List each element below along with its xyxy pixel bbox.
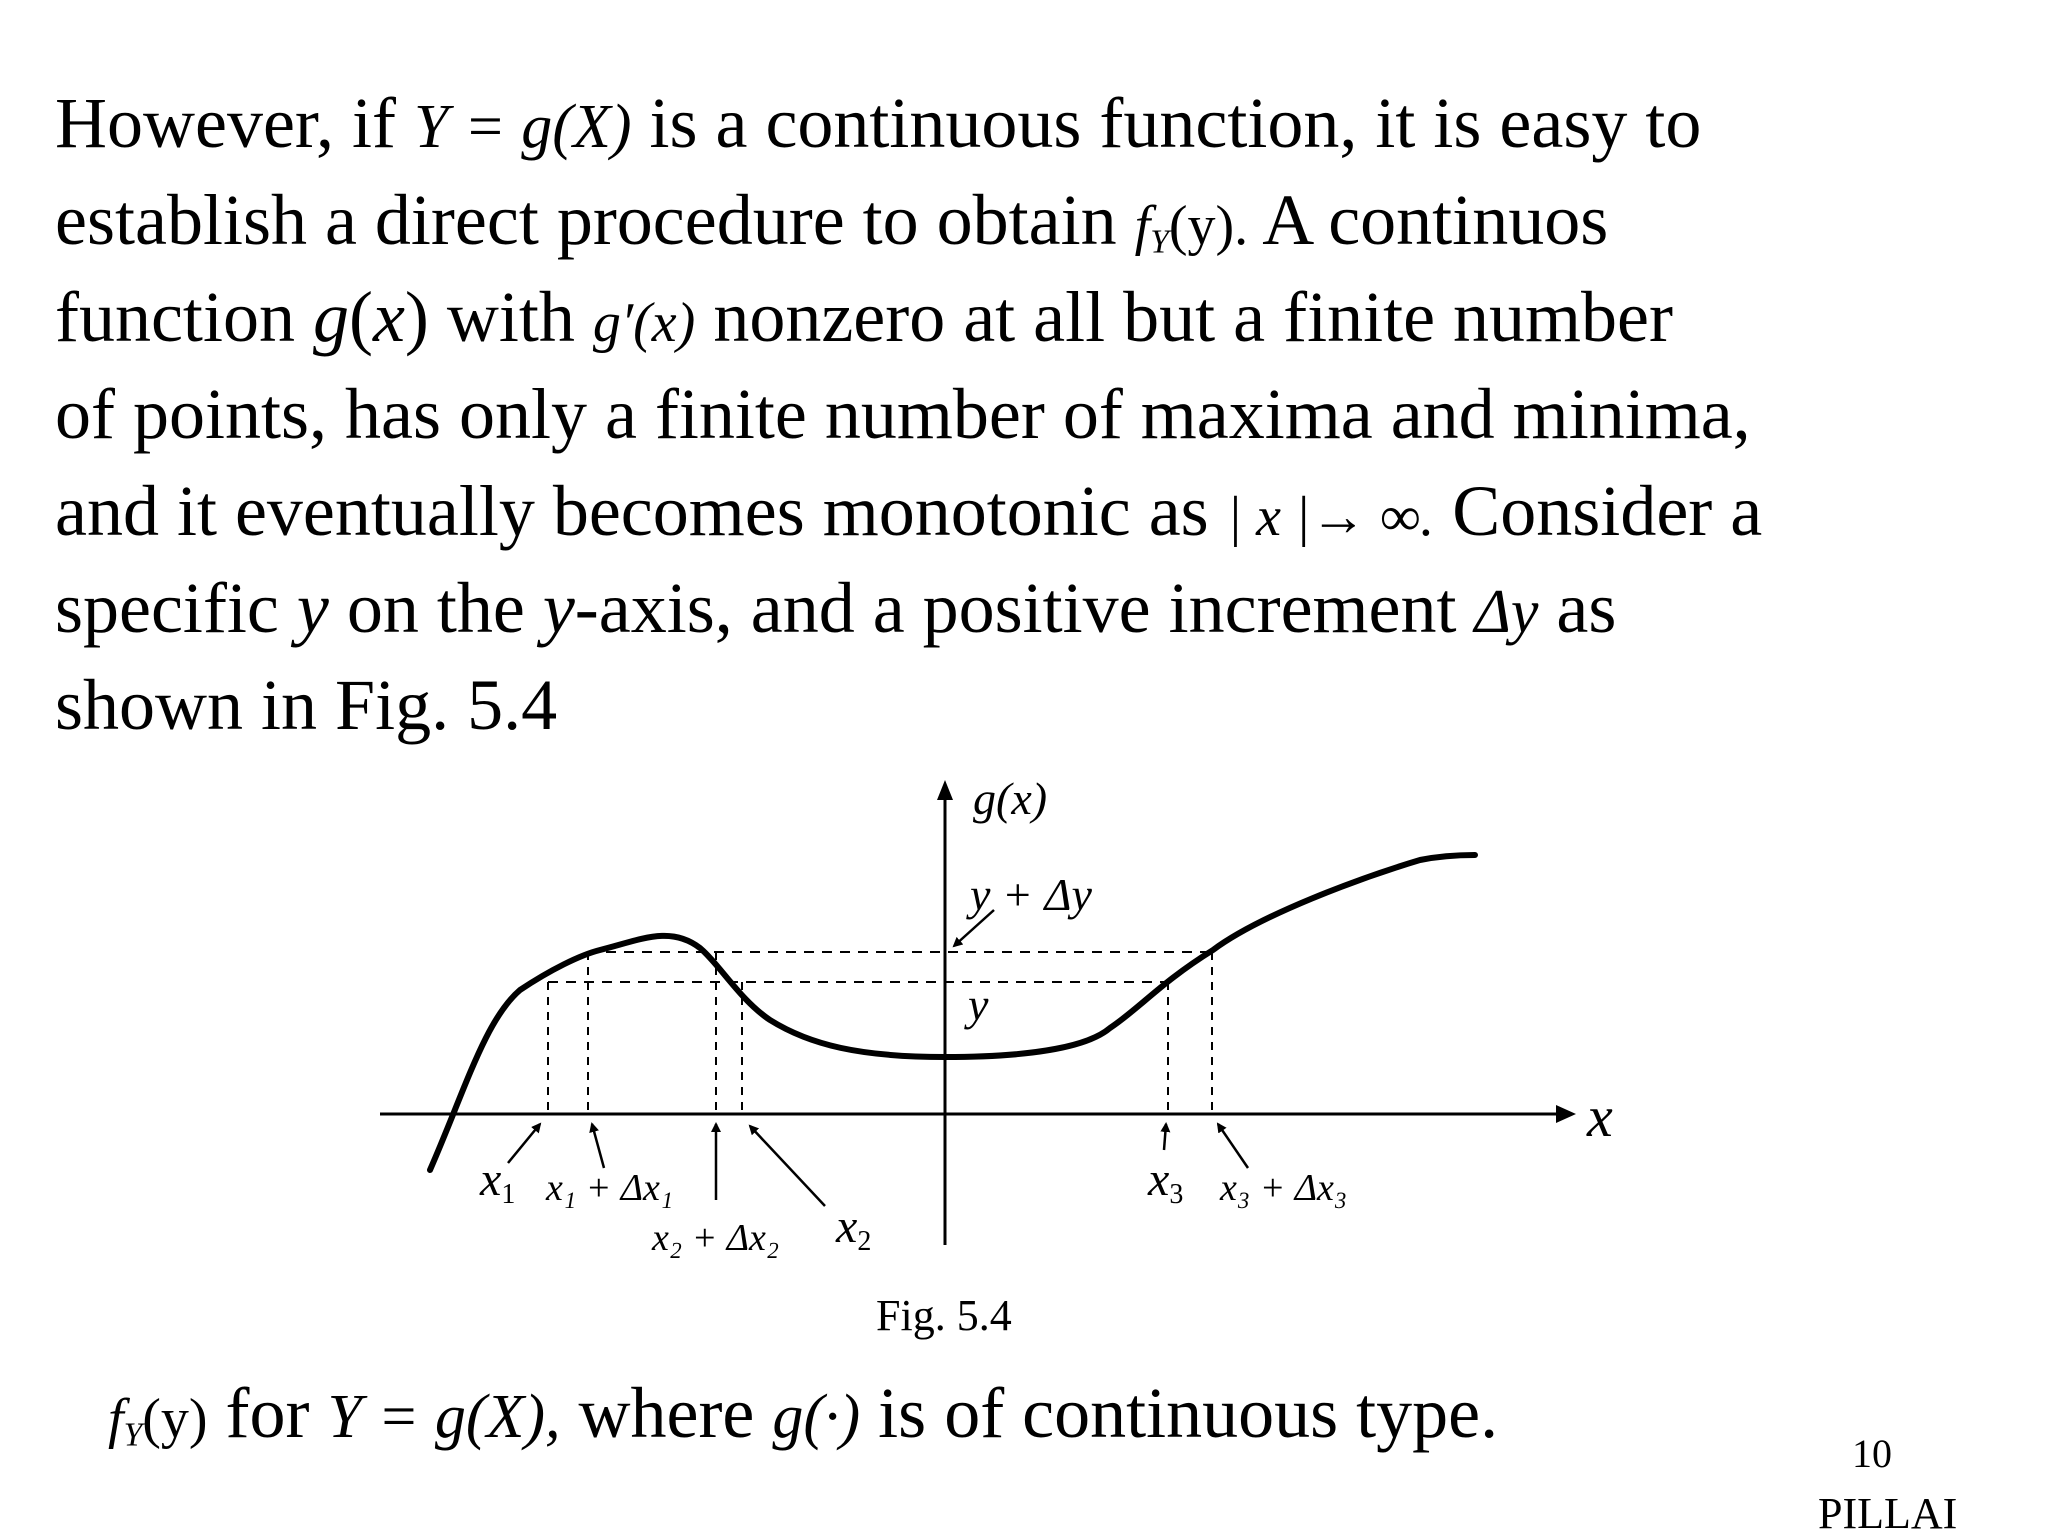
paren-close: ) — [404, 277, 429, 357]
math-subscript: Y — [1150, 223, 1169, 261]
paren-open: ( — [348, 277, 373, 357]
paragraph-line-7: shown in Fig. 5.4 — [55, 665, 558, 745]
math-f: f — [1134, 195, 1151, 257]
math-fy — [108, 1388, 208, 1454]
page-number: 10 — [1852, 1431, 1892, 1476]
paragraph-line-4: of points, has only a finite number of maxima and minima, — [55, 374, 1751, 454]
x2-label: x2 — [836, 1200, 872, 1257]
text-run: with — [428, 277, 593, 357]
math-args: (y) — [142, 1388, 208, 1450]
x3-label: x3 — [1148, 1153, 1184, 1210]
text-run: and it eventually becomes monotonic as — [55, 471, 1227, 551]
text-run: establish a direct procedure to obtain — [55, 180, 1135, 260]
text-run: on the — [328, 568, 543, 648]
math-x: x — [372, 277, 405, 357]
math-expression: Y = g(X) — [413, 93, 632, 161]
text-run: function — [55, 277, 313, 357]
text-run: -axis, and a positive increment — [574, 568, 1475, 648]
math-y: y — [542, 568, 575, 648]
math-subscript: Y — [123, 1416, 143, 1454]
text-run: A continuos — [1248, 180, 1609, 260]
math-y: y — [296, 568, 329, 648]
y-axis-label: g(x) — [973, 773, 1048, 824]
author-footer: PILLAI — [1818, 1489, 1958, 1538]
y-plus-dy-label: y + Δy — [970, 869, 1092, 920]
text-run: nonzero at all but a finite number — [695, 277, 1673, 357]
math-expression: Δy — [1474, 578, 1539, 646]
text-run: is of continuous type. — [860, 1373, 1499, 1453]
text-run: is a continuous function, it is easy to — [631, 83, 1702, 163]
x2-dx-label: x₂ + Δx₂ — [652, 1217, 780, 1259]
arrow-x2 — [750, 1126, 825, 1206]
x1-dx-label: x₁ + Δx₁ — [546, 1167, 674, 1209]
x1-label: x1 — [480, 1153, 516, 1210]
x-axis-label: x — [1587, 1084, 1613, 1149]
arrow-x3-dx — [1218, 1124, 1248, 1168]
arrow-x1-dx — [592, 1124, 604, 1168]
text-run: However, if — [55, 83, 414, 163]
text-run: as — [1538, 568, 1617, 648]
summary-line — [108, 1368, 1498, 1480]
math-f: f — [108, 1388, 124, 1450]
g-curve — [430, 855, 1475, 1170]
y-label: y — [968, 979, 989, 1030]
math-g: g — [312, 277, 349, 357]
math-expression: | x |→ ∞. — [1226, 486, 1435, 548]
x-axis-arrowhead — [1556, 1105, 1576, 1123]
text-run: Consider a — [1434, 471, 1763, 551]
arrow-x3 — [1164, 1124, 1166, 1150]
math-args: (y). — [1168, 195, 1249, 257]
y-axis-arrowhead — [937, 780, 953, 800]
text-run: where — [560, 1373, 773, 1453]
figure-caption: Fig. 5.4 — [876, 1291, 1012, 1340]
math-expression: g(·) — [772, 1383, 861, 1451]
arrow-x1 — [508, 1124, 540, 1163]
text-run: specific — [55, 568, 297, 648]
text-run: for — [207, 1373, 328, 1453]
x3-dx-label: x₃ + Δx₃ — [1220, 1167, 1348, 1209]
math-expression: Y = g(X), — [327, 1383, 561, 1451]
math-expression: g′(x) — [592, 292, 696, 354]
